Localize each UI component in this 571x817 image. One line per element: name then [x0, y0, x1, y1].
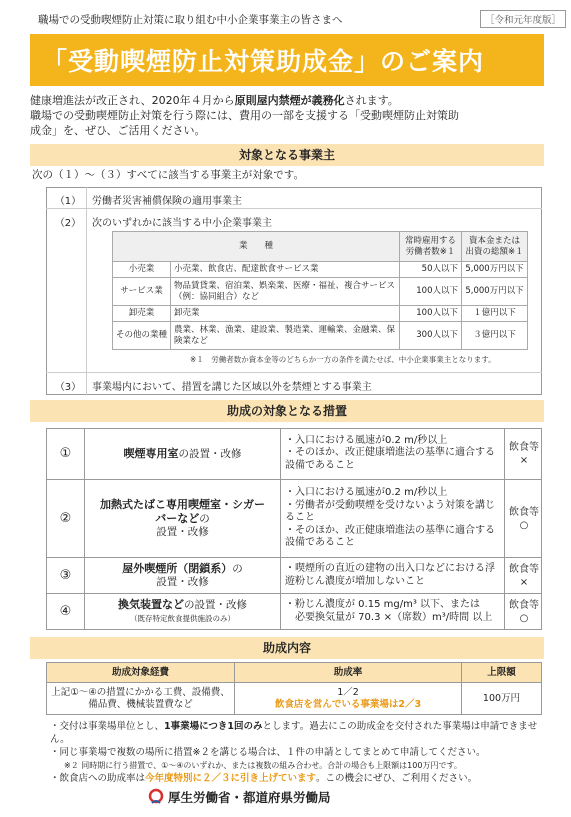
note-1-bold: 1事業場につき1回のみ — [164, 721, 263, 732]
eating-mark: × — [519, 454, 529, 466]
capital-cell: １億円以下 — [462, 306, 528, 322]
header-rate: 助成率 — [235, 663, 462, 683]
aid-cost: 上記①～④の措置にかかる工費、設備費、備品費、機械装置費など — [47, 683, 235, 715]
industry-detail: 農業、林業、漁業、建設業、製造業、運輸業、金融業、保険業など — [171, 322, 400, 350]
note-3-end: 。この機会にぜひ、ご利用ください。 — [316, 773, 478, 784]
eating-label: 飲食等 — [509, 599, 539, 611]
capital-cell: 5,000万円以下 — [462, 278, 528, 306]
measure-name-bold: 屋外喫煙所（閉鎖系） — [122, 562, 233, 575]
workers-cell: 100人以下 — [400, 306, 462, 322]
table-row — [113, 262, 528, 278]
eating-label: 飲食等 — [509, 506, 539, 518]
measure-name-line2: 設置・改修 — [156, 526, 209, 538]
workers-cell: 100人以下 — [400, 278, 462, 306]
eating-allowed — [505, 594, 543, 629]
eating-label: 飲食等 — [509, 441, 539, 453]
eating-allowed — [505, 428, 543, 479]
eating-mark: ○ — [519, 519, 529, 531]
page-title: 「受動喫煙防止対策助成金」のご案内 — [42, 47, 485, 76]
header-cost: 助成対象経費 — [47, 663, 235, 683]
intro-line1-end: されます。 — [344, 94, 399, 107]
industry-detail: 物品賃貸業、宿泊業、娯楽業、医療・福祉、複合サービス（例：協同組合）など — [171, 278, 400, 306]
note-3: ・飲食店への助成率は — [50, 773, 146, 784]
header-industry: 業 種 — [113, 232, 400, 262]
intro-line3: 成金」を、ぜひ、ご活用ください。 — [30, 124, 206, 137]
eating-mark: × — [519, 576, 529, 588]
measure-num: ④ — [47, 594, 85, 629]
measure-name-line2: 設置・改修 — [156, 576, 209, 588]
measure-sub: （既存特定飲食提供施設のみ） — [130, 614, 235, 623]
section-heading-measures: 助成の対象となる措置 — [30, 400, 544, 422]
industry-cell: 卸売業 — [113, 306, 171, 322]
section-heading-aid: 助成内容 — [30, 637, 544, 659]
table-row — [113, 322, 528, 350]
measure-num: ③ — [47, 558, 85, 593]
eating-allowed — [505, 558, 543, 593]
aid-table — [46, 662, 542, 715]
audience-line: 職場での受動喫煙防止対策に取り組む中小企業事業主の皆さまへ — [38, 14, 343, 26]
industry-detail: 小売業、飲食店、配達飲食サービス業 — [171, 262, 400, 278]
table-footnote: ※１ 労働者数か資本金等のどちらか一方の条件を満たせば、中小企業事業主となります。 — [190, 355, 496, 364]
measure-name-bold: 喫煙専用室 — [123, 446, 179, 460]
table-row — [113, 278, 528, 306]
eating-label: 飲食等 — [509, 563, 539, 575]
eligibility-text: 労働者災害補償保険の適用事業主 — [92, 196, 242, 207]
measure-row — [46, 480, 542, 558]
year-label: ［令和元年度版］ — [480, 10, 566, 28]
condition-line: ・喫煙所の直近の建物の出入口などにおける浮遊粉じん濃度が増加しないこと — [285, 563, 495, 587]
industry-detail: 卸売業 — [171, 306, 400, 322]
aid-limit: 100万円 — [462, 683, 542, 715]
capital-cell: ３億円以下 — [462, 322, 528, 350]
ministry-logo-icon — [148, 788, 164, 806]
workers-cell: 300人以下 — [400, 322, 462, 350]
table-row — [113, 306, 528, 322]
note-2: ・同じ事業場で複数の場所に措置※２を講じる場合は、１件の申請としてまとめて申請してください。 — [50, 747, 486, 758]
section-heading-eligibility: 対象となる事業主 — [30, 144, 544, 166]
eligibility-num: （1） — [54, 196, 82, 207]
intro-text — [30, 93, 544, 138]
condition-line: 必要換気量が 70.3 ×（席数）m³/時間 以上 — [285, 611, 493, 623]
condition-line: ・入口における風速が0.2 m/秒以上 — [285, 434, 448, 446]
eligibility-text: 事業場内において、措置を講じた区域以外を禁煙とする事業主 — [92, 382, 372, 393]
header-capital: 資本金または出資の総額※１ — [462, 232, 528, 262]
eligibility-item — [46, 373, 542, 395]
note-1-end: とします。過去にこの助成金を交付された事業場は申請できません。 — [50, 721, 538, 745]
eligibility-num: （2） — [54, 218, 82, 229]
condition-line: ・粉じん濃度が 0.15 mg/m³ 以下、または — [285, 599, 481, 610]
note-2-sub: ※２ 同時期に行う措置で、①～④のいずれか、または複数の組み合わせ。合計の場合も上限額は100万円です。 — [64, 761, 462, 770]
eligibility-text: 次のいずれかに該当する中小企業事業主 — [92, 218, 272, 229]
aid-rate-note: 飲食店を営んでいる事業場は2／3 — [274, 698, 422, 710]
measure-name-bold: 加熱式たばこ専用喫煙室・シガーバーなど — [100, 498, 265, 525]
header-workers: 常時雇用する労働者数※１ — [400, 232, 462, 262]
measure-row — [46, 428, 542, 480]
aid-rate-cell — [235, 683, 462, 715]
measure-row — [46, 558, 542, 594]
measure-conditions — [281, 428, 505, 479]
measure-name — [85, 480, 281, 557]
footer-org: 厚生労働省・都道府県労働局 — [168, 790, 331, 805]
note-3-highlight: 今年度特別に２／３に引き上げています — [145, 773, 317, 784]
measure-name-rest: の設置・改修 — [178, 447, 242, 460]
note-1: ・交付は事業場単位とし、 — [50, 721, 165, 732]
intro-bold: 原則屋内禁煙が義務化 — [234, 94, 345, 107]
industry-cell: サービス業 — [113, 278, 171, 306]
measure-name-bold: 換気装置など — [118, 598, 184, 611]
measure-name — [85, 428, 281, 479]
capital-cell: 5,000万円以下 — [462, 262, 528, 278]
measure-name-rest: の — [199, 513, 210, 525]
measure-name-rest: の設置・改修 — [184, 599, 247, 611]
measure-row — [46, 594, 542, 630]
header-limit: 上限額 — [462, 663, 542, 683]
measure-name — [85, 558, 281, 593]
measure-name — [85, 594, 281, 629]
measure-num: ② — [47, 480, 85, 557]
notes — [50, 720, 544, 785]
eating-allowed — [505, 480, 543, 557]
intro-line1: 健康増進法が改正され、2020年４月から — [30, 94, 235, 107]
measure-conditions — [281, 594, 505, 629]
eligibility-lead: 次の（１）～（３）すべてに該当する事業主が対象です。 — [32, 169, 304, 181]
eating-mark: ○ — [519, 612, 529, 624]
workers-cell: 50人以下 — [400, 262, 462, 278]
eligibility-item — [46, 187, 542, 209]
table-row — [47, 683, 542, 715]
measure-num: ① — [47, 428, 85, 479]
condition-line: ・入口における風速が0.2 m/秒以上 — [285, 487, 448, 499]
title-band — [30, 34, 544, 86]
industry-cell: 小売業 — [113, 262, 171, 278]
intro-line2: 職場での受動喫煙防止対策を行う際には、費用の一部を支援する「受動喫煙防止対策助 — [30, 109, 459, 122]
sme-criteria-table — [112, 231, 528, 350]
condition-line: ・そのほか、改正健康増進法の基準に適合する設備であること — [285, 524, 495, 549]
aid-rate: 1／2 — [337, 686, 359, 698]
measure-conditions — [281, 558, 505, 593]
eligibility-num: （3） — [54, 382, 82, 393]
measure-conditions — [281, 480, 505, 557]
industry-cell: その他の業種 — [113, 322, 171, 350]
condition-line: ・労働者が受動喫煙を受けないよう対策を講じること — [285, 499, 495, 524]
condition-line: ・そのほか、改正健康増進法の基準に適合する設備であること — [285, 447, 495, 471]
measure-name-rest: の — [232, 563, 243, 575]
